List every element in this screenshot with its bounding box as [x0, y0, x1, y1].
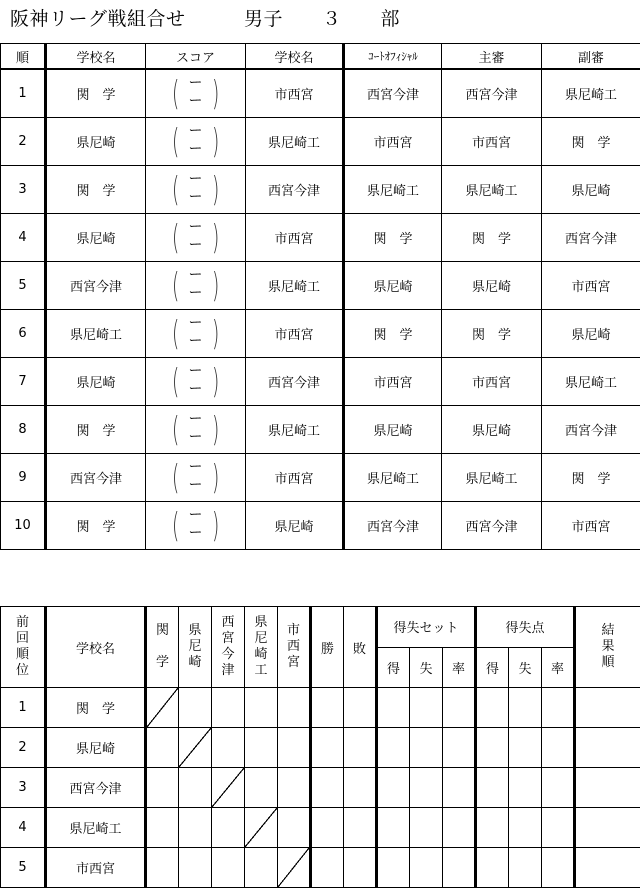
score-cell[interactable] [146, 262, 246, 310]
self-match-cell [278, 848, 311, 888]
result-cell[interactable] [179, 808, 212, 848]
previous-rank: 5 [1, 848, 46, 888]
court-official: 関 学 [344, 214, 442, 262]
match-order: 8 [1, 406, 46, 454]
court-official: 西宮今津 [344, 69, 442, 118]
score-paren-right: ) [211, 361, 219, 402]
result-cell[interactable] [212, 808, 245, 848]
score-paren-right: ) [211, 313, 219, 354]
sets-lost-cell[interactable] [410, 768, 443, 808]
header-final-rank: 結 果 順 [575, 607, 640, 688]
assistant-referee: 県尼崎工 [542, 358, 640, 406]
self-match-cell [146, 688, 179, 728]
score-paren-left: ( [172, 265, 180, 306]
standings-school: 市西宮 [46, 848, 146, 888]
header-opponent-ken-amagasaki-ko: 県 尼 崎 工 [245, 607, 278, 688]
chief-referee: 市西宮 [442, 358, 542, 406]
header-point-difference: 得失点 [476, 607, 575, 648]
sets-lost-cell[interactable] [410, 808, 443, 848]
match-order: 9 [1, 454, 46, 502]
header-opponent-shi-nishinomiya: 市 西 宮 [278, 607, 311, 688]
score-paren-left: ( [172, 169, 180, 210]
header-wins: 勝 [311, 607, 344, 688]
header-sets-lost: 失 [410, 647, 443, 688]
team-a: 関 学 [46, 69, 146, 118]
losses-cell[interactable] [344, 848, 377, 888]
score-cell[interactable] [146, 118, 246, 166]
sets-lost-cell[interactable] [410, 688, 443, 728]
final-rank-cell[interactable] [575, 808, 640, 848]
points-lost-cell[interactable] [509, 688, 542, 728]
team-a: 関 学 [46, 166, 146, 214]
court-official: 西宮今津 [344, 502, 442, 550]
score-cell[interactable] [146, 214, 246, 262]
score-dash-top: ー [188, 122, 203, 139]
header-score: スコア [146, 44, 246, 70]
team-a: 西宮今津 [46, 454, 146, 502]
header-sets-won: 得 [377, 647, 410, 688]
court-official: 関 学 [344, 310, 442, 358]
losses-cell[interactable] [344, 808, 377, 848]
points-ratio-cell[interactable] [542, 848, 575, 888]
court-official: 県尼崎工 [344, 166, 442, 214]
previous-rank: 2 [1, 728, 46, 768]
standings-row [1, 808, 640, 848]
match-order: 7 [1, 358, 46, 406]
chief-referee: 市西宮 [442, 118, 542, 166]
score-cell[interactable] [146, 69, 246, 118]
match-row [1, 454, 640, 502]
header-school-name: 学校名 [46, 607, 146, 688]
assistant-referee: 市西宮 [542, 502, 640, 550]
wins-cell[interactable] [311, 808, 344, 848]
score-dash-bottom: ー [188, 188, 203, 205]
result-cell[interactable] [212, 728, 245, 768]
final-rank-cell[interactable] [575, 848, 640, 888]
team-b: 市西宮 [246, 310, 344, 358]
score-paren-right: ) [211, 217, 219, 258]
assistant-referee: 県尼崎工 [542, 69, 640, 118]
match-row [1, 262, 640, 310]
match-row [1, 214, 640, 262]
team-a: 県尼崎 [46, 118, 146, 166]
score-dash-bottom: ー [188, 236, 203, 253]
points-ratio-cell[interactable] [542, 768, 575, 808]
losses-cell[interactable] [344, 768, 377, 808]
standings-school: 県尼崎工 [46, 808, 146, 848]
score-paren-left: ( [172, 73, 180, 114]
match-order: 10 [1, 502, 46, 550]
sets-won-cell[interactable] [377, 728, 410, 768]
result-cell[interactable] [146, 808, 179, 848]
team-b: 西宮今津 [246, 358, 344, 406]
match-row [1, 69, 640, 118]
result-cell[interactable] [212, 848, 245, 888]
previous-rank: 1 [1, 688, 46, 728]
final-rank-cell[interactable] [575, 768, 640, 808]
court-official: 県尼崎工 [344, 454, 442, 502]
sets-won-cell[interactable] [377, 688, 410, 728]
score-dash-top: ー [188, 458, 203, 475]
points-ratio-cell[interactable] [542, 688, 575, 728]
header-order: 順 [1, 44, 46, 70]
losses-cell[interactable] [344, 688, 377, 728]
score-paren-right: ) [211, 121, 219, 162]
score-cell[interactable] [146, 310, 246, 358]
team-a: 関 学 [46, 406, 146, 454]
standings-row [1, 728, 640, 768]
result-cell[interactable] [212, 688, 245, 728]
result-cell[interactable] [146, 768, 179, 808]
header-points-won: 得 [476, 647, 509, 688]
header-chief-referee: 主審 [442, 44, 542, 70]
score-paren-left: ( [172, 217, 180, 258]
score-dash-top: ー [188, 362, 203, 379]
match-row [1, 310, 640, 358]
match-order: 3 [1, 166, 46, 214]
points-won-cell[interactable] [476, 728, 509, 768]
result-cell[interactable] [179, 768, 212, 808]
standings-school: 関 学 [46, 688, 146, 728]
header-points-ratio: 率 [542, 647, 575, 688]
header-previous-rank: 前 回 順 位 [1, 607, 46, 688]
score-cell[interactable] [146, 358, 246, 406]
score-paren-left: ( [172, 313, 180, 354]
wins-cell[interactable] [311, 848, 344, 888]
result-cell[interactable] [245, 768, 278, 808]
points-won-cell[interactable] [476, 848, 509, 888]
sets-ratio-cell[interactable] [443, 688, 476, 728]
score-paren-right: ) [211, 409, 219, 450]
assistant-referee: 西宮今津 [542, 406, 640, 454]
final-rank-cell[interactable] [575, 688, 640, 728]
score-dash-bottom: ー [188, 332, 203, 349]
score-dash-top: ー [188, 266, 203, 283]
sets-ratio-cell[interactable] [443, 808, 476, 848]
score-dash-top: ー [188, 74, 203, 91]
score-dash-top: ー [188, 218, 203, 235]
sets-lost-cell[interactable] [410, 728, 443, 768]
previous-rank: 3 [1, 768, 46, 808]
sets-won-cell[interactable] [377, 808, 410, 848]
score-paren-left: ( [172, 505, 180, 546]
header-opponent-ken-amagasaki: 県 尼 崎 [179, 607, 212, 688]
result-cell[interactable] [278, 688, 311, 728]
standings-table [0, 606, 640, 888]
team-b: 市西宮 [246, 69, 344, 118]
match-row [1, 358, 640, 406]
assistant-referee: 市西宮 [542, 262, 640, 310]
score-dash-bottom: ー [188, 92, 203, 109]
score-dash-top: ー [188, 506, 203, 523]
standings-row [1, 768, 640, 808]
self-match-cell [212, 768, 245, 808]
points-lost-cell[interactable] [509, 848, 542, 888]
assistant-referee: 西宮今津 [542, 214, 640, 262]
result-cell[interactable] [179, 688, 212, 728]
assistant-referee: 県尼崎 [542, 166, 640, 214]
result-cell[interactable] [179, 848, 212, 888]
header-court-official: ｺｰﾄｵﾌｨｼｬﾙ [344, 44, 442, 70]
header-opponent-kangaku: 関 学 [146, 607, 179, 688]
team-a: 県尼崎 [46, 358, 146, 406]
chief-referee: 県尼崎工 [442, 166, 542, 214]
result-cell[interactable] [278, 768, 311, 808]
result-cell[interactable] [146, 848, 179, 888]
team-b: 県尼崎工 [246, 406, 344, 454]
chief-referee: 県尼崎 [442, 262, 542, 310]
score-paren-left: ( [172, 361, 180, 402]
page-title: 阪神リーグ戦組合せ 男子 ３ 部 [10, 8, 401, 30]
team-a: 県尼崎工 [46, 310, 146, 358]
score-paren-left: ( [172, 121, 180, 162]
header-opponent-nishinomiya-imazu: 西 宮 今 津 [212, 607, 245, 688]
match-row [1, 406, 640, 454]
points-won-cell[interactable] [476, 768, 509, 808]
header-sets-ratio: 率 [443, 647, 476, 688]
result-cell[interactable] [278, 808, 311, 848]
match-order: 5 [1, 262, 46, 310]
match-row [1, 502, 640, 550]
score-dash-bottom: ー [188, 284, 203, 301]
score-paren-right: ) [211, 505, 219, 546]
sets-ratio-cell[interactable] [443, 848, 476, 888]
court-official: 市西宮 [344, 118, 442, 166]
result-cell[interactable] [146, 728, 179, 768]
team-b: 県尼崎工 [246, 118, 344, 166]
final-rank-cell[interactable] [575, 728, 640, 768]
sets-won-cell[interactable] [377, 848, 410, 888]
chief-referee: 関 学 [442, 214, 542, 262]
score-paren-right: ) [211, 73, 219, 114]
score-paren-left: ( [172, 457, 180, 498]
assistant-referee: 県尼崎 [542, 310, 640, 358]
score-dash-top: ー [188, 170, 203, 187]
points-lost-cell[interactable] [509, 728, 542, 768]
score-paren-left: ( [172, 409, 180, 450]
result-cell[interactable] [278, 728, 311, 768]
chief-referee: 西宮今津 [442, 502, 542, 550]
match-order: 4 [1, 214, 46, 262]
points-lost-cell[interactable] [509, 768, 542, 808]
score-paren-right: ) [211, 265, 219, 306]
match-row [1, 166, 640, 214]
self-match-cell [179, 728, 212, 768]
score-paren-right: ) [211, 169, 219, 210]
court-official: 県尼崎 [344, 262, 442, 310]
assistant-referee: 関 学 [542, 454, 640, 502]
header-school-b: 学校名 [246, 44, 344, 70]
score-dash-top: ー [188, 314, 203, 331]
header-assistant-referee: 副審 [542, 44, 640, 70]
team-a: 関 学 [46, 502, 146, 550]
match-order: 2 [1, 118, 46, 166]
points-ratio-cell[interactable] [542, 808, 575, 848]
previous-rank: 4 [1, 808, 46, 848]
team-b: 県尼崎 [246, 502, 344, 550]
result-cell[interactable] [245, 688, 278, 728]
points-ratio-cell[interactable] [542, 728, 575, 768]
points-won-cell[interactable] [476, 688, 509, 728]
chief-referee: 県尼崎 [442, 406, 542, 454]
sets-ratio-cell[interactable] [443, 768, 476, 808]
match-schedule-table [0, 43, 640, 550]
standings-school: 県尼崎 [46, 728, 146, 768]
team-b: 市西宮 [246, 454, 344, 502]
match-order: 1 [1, 69, 46, 118]
court-official: 県尼崎 [344, 406, 442, 454]
wins-cell[interactable] [311, 728, 344, 768]
score-dash-bottom: ー [188, 524, 203, 541]
score-cell[interactable] [146, 454, 246, 502]
score-paren-right: ) [211, 457, 219, 498]
score-dash-top: ー [188, 410, 203, 427]
wins-cell[interactable] [311, 768, 344, 808]
header-losses: 敗 [344, 607, 377, 688]
score-cell[interactable] [146, 406, 246, 454]
assistant-referee: 関 学 [542, 118, 640, 166]
match-row [1, 118, 640, 166]
header-set-difference: 得失セット [377, 607, 476, 648]
wins-cell[interactable] [311, 688, 344, 728]
standings-school: 西宮今津 [46, 768, 146, 808]
score-dash-bottom: ー [188, 428, 203, 445]
header-school-a: 学校名 [46, 44, 146, 70]
standings-row [1, 688, 640, 728]
score-cell[interactable] [146, 502, 246, 550]
sets-ratio-cell[interactable] [443, 728, 476, 768]
team-b: 市西宮 [246, 214, 344, 262]
team-a: 県尼崎 [46, 214, 146, 262]
score-dash-bottom: ー [188, 476, 203, 493]
self-match-cell [245, 808, 278, 848]
sets-won-cell[interactable] [377, 768, 410, 808]
score-cell[interactable] [146, 166, 246, 214]
losses-cell[interactable] [344, 728, 377, 768]
chief-referee: 県尼崎工 [442, 454, 542, 502]
team-a: 西宮今津 [46, 262, 146, 310]
header-points-lost: 失 [509, 647, 542, 688]
points-won-cell[interactable] [476, 808, 509, 848]
score-dash-bottom: ー [188, 140, 203, 157]
chief-referee: 関 学 [442, 310, 542, 358]
score-dash-bottom: ー [188, 380, 203, 397]
match-order: 6 [1, 310, 46, 358]
result-cell[interactable] [245, 848, 278, 888]
chief-referee: 西宮今津 [442, 69, 542, 118]
match-header-row [1, 44, 640, 70]
sets-lost-cell[interactable] [410, 848, 443, 888]
court-official: 市西宮 [344, 358, 442, 406]
team-b: 県尼崎工 [246, 262, 344, 310]
result-cell[interactable] [245, 728, 278, 768]
standings-row [1, 848, 640, 888]
points-lost-cell[interactable] [509, 808, 542, 848]
team-b: 西宮今津 [246, 166, 344, 214]
